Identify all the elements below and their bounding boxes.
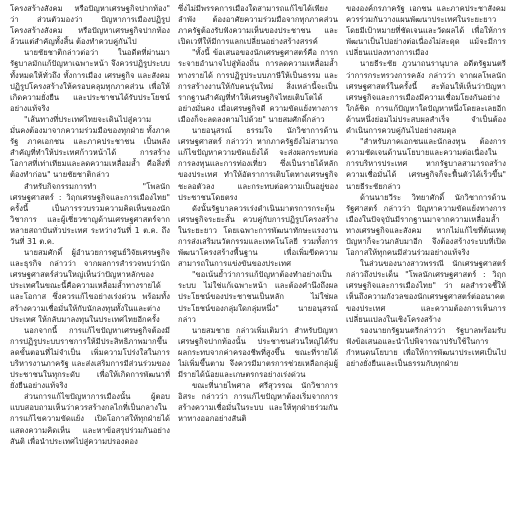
paragraph: ในส่วนของนางสาวพรรณี นักเศรษฐศาสตร์ กล่าวถึงประเด็น "โพลนักเศรษฐศาสตร์ : วิฤกเศรษฐกิจและการเมืองไทย" ว่า ผลสำรวจชี้ให้เห็นถึงความกังวลของนักเศรษฐศาสตร์ต่ออนาคตของประเทศ และความต้องการเห็นการเปลี่ยนแปลงในเชิงโครงสร้าง (346, 259, 506, 324)
paragraph: สำหรับกิจกรรมการทำ "โพลนักเศรษฐศาสตร์ : วิฤกเศรษฐกิจและการเมืองไทย" ครั้งนี้ เป็นการรวบรวมความคิดเห็นของนักวิชาการ และผู้เชี่ยวชาญด้านเศรษฐศาสตร์จากหลายสถาบันทั่วประเทศ ระหว่างวันที่ 1 ต.ค. ถึงวันที่ 31 ต.ค. (10, 181, 170, 246)
paragraph: "ขอเน้นย้ำว่าการแก้ปัญหาต้องทำอย่างเป็นระบบ ไม่ใช่แก้เฉพาะหน้า และต้องคำนึงถึงผลประโยชน์ของประชาชนเป็นหลัก ไม่ใช่ผลประโยชน์ของกลุ่มใดกลุ่มหนึ่ง" นายอนุสรณ์กล่าว (178, 270, 338, 324)
paragraph: ด้านนายวีระ วิทยาศักดิ์ นักวิชาการด้านรัฐศาสตร์ กล่าวว่า ปัญหาความขัดแย้งทางการเมืองในปัจจุบันมีรากฐานมาจากความเหลื่อมล้ำทางเศรษฐกิจและสังคม หากไม่แก้ไขที่ต้นเหตุ ปัญหาก็จะวนกลับมาอีก จึงต้องสร้างระบบที่เปิดโอกาสให้ทุกคนมีส่วนร่วมอย่างแท้จริง (346, 192, 506, 258)
text-column-2 (178, 3, 338, 512)
paragraph: ขององค์กรภาครัฐ เอกชน และภาคประชาสังคม ควรร่วมกันวางแผนพัฒนาประเทศในระยะยาว โดยมีเป้าหมายที่ชัดเจนและวัดผลได้ เพื่อให้การพัฒนาเป็นไปอย่างต่อเนื่องไม่สะดุด แม้จะมีการเปลี่ยนแปลงทางการเมือง (346, 4, 506, 58)
paragraph: "ทั้งนี้ ข้อเสนอของนักเศรษฐศาสตร์คือ การกระจายอำนาจไปสู่ท้องถิ่น การลดความเหลื่อมล้ำทางรายได้ การปฏิรูประบบภาษีให้เป็นธรรม และการสร้างงานให้กับคนรุ่นใหม่ สิ่งเหล่านี้จะเป็นรากฐานสำคัญที่ทำให้เศรษฐกิจไทยเติบโตได้อย่างมั่นคง เมื่อเศรษฐกิจดี ความขัดแย้งทางการเมืองก็จะลดลงตามไปด้วย" นายสมศักดิ์กล่าว (178, 48, 338, 124)
paragraph: โครงสร้างสังคม หรือปัญหาเศรษฐกิจปากท้อง" ว่า ส่วนตัวมองว่า ปัญหาการเมืองปฏิรูปโครงสร้างสังคม หรือปัญหาเศรษฐกิจปากท้อง ล้วนแต่สำคัญทั้งสิ้น ต้องทำควบคู่กันไป (10, 4, 170, 47)
text-column-3 (346, 3, 506, 512)
paragraph: นายสมศักดิ์ ผู้อำนวยการศูนย์วิจัยเศรษฐกิจและธุรกิจ กล่าวว่า จากผลการสำรวจพบว่านักเศรษฐศาสตร์ส่วนใหญ่เห็นว่าปัญหาหลักของประเทศในขณะนี้คือความเหลื่อมล้ำทางรายได้และโอกาส ซึ่งควรแก้ไขอย่างเร่งด่วน พร้อมทั้งสร้างความเชื่อมั่นให้กับนักลงทุนทั้งในและต่างประเทศ ให้กลับมาลงทุนในประเทศไทยอีกครั้ง (10, 248, 170, 324)
paragraph: ขณะที่นายไพศาล ศรีสุวรรณ นักวิชาการอิสระ กล่าวว่า การแก้ไขปัญหาต้องเริ่มจากการสร้างความเชื่อมั่นในระบบ และให้ทุกฝ่ายร่วมกันหาทางออกอย่างสันติ (178, 381, 338, 424)
paragraph: นอกจากนี้ การแก้ไขปัญหาเศรษฐกิจต้องมีการปฏิรูประบบราชการให้มีประสิทธิภาพมากขึ้น ลดขั้นตอนที่ไม่จำเป็น เพิ่มความโปร่งใสในการบริหารงานภาครัฐ และส่งเสริมการมีส่วนร่วมของประชาชนในทุกระดับ เพื่อให้เกิดการพัฒนาที่ยั่งยืนอย่างแท้จริง (10, 325, 170, 391)
paragraph: ส่วนการแก้ไขปัญหาการเมืองนั้น ผู้ตอบแบบสอบถามเห็นว่าควรสร้างกลไกที่เป็นกลางในการแก้ไขความขัดแย้ง เปิดโอกาสให้ทุกฝ่ายได้แสดงความคิดเห็น และหาข้อสรุปร่วมกันอย่างสันติ เพื่อนำประเทศไปสู่ความปรองดอง (10, 392, 170, 446)
paragraph: นายธีระชัย ภูวนาถนรานุบาล อดีตรัฐมนตรีว่าการกระทรวงการคลัง กล่าวว่า จากผลโพลนักเศรษฐศาสตร์ในครั้งนี้ สะท้อนให้เห็นว่าปัญหาเศรษฐกิจและการเมืองมีความเชื่อมโยงกันอย่างใกล้ชิด การแก้ปัญหาใดปัญหาหนึ่งโดยละเลยอีกด้านหนึ่งย่อมไม่ประสบผลสำเร็จ จำเป็นต้องดำเนินการควบคู่กันไปอย่างสมดุล (346, 59, 506, 136)
paragraph: "เส้นทางที่ประเทศไทยจะเดินไปสู่ความมั่นคงต้องมาจากความร่วมมือของทุกฝ่าย ทั้งภาครัฐ ภาคเอกชน และภาคประชาชน เป็นพลังสำคัญที่ทำให้ประเทศก้าวหน้าได้ การสร้างโอกาสที่เท่าเทียมและลดความเหลื่อมล้ำ คือสิ่งที่ต้องทำก่อน" นายชัยชาติกล่าว (10, 114, 170, 180)
paragraph: รองนายกรัฐมนตรีกล่าวว่า รัฐบาลพร้อมรับฟังข้อเสนอและนำไปพิจารณาปรับใช้ในการกำหนดนโยบาย เพื่อให้การพัฒนาประเทศเป็นไปอย่างยั่งยืนและเป็นธรรมกับทุกฝ่าย (346, 325, 506, 368)
paragraph: "สำหรับภาคเอกชนและนักลงทุน ต้องการความชัดเจนด้านนโยบายและความต่อเนื่องในการบริหารประเทศ หากรัฐบาลสามารถสร้างความเชื่อมั่นได้ เศรษฐกิจก็จะฟื้นตัวได้เร็วขึ้น" นายธีระชัยกล่าว (346, 137, 506, 191)
paragraph: นายสมชาย กล่าวเพิ่มเติมว่า สำหรับปัญหาเศรษฐกิจปากท้องนั้น ประชาชนส่วนใหญ่ได้รับผลกระทบจากค่าครองชีพที่สูงขึ้น ขณะที่รายได้ไม่เพิ่มขึ้นตาม จึงควรมีมาตรการช่วยเหลือกลุ่มผู้มีรายได้น้อยและเกษตรกรอย่างเร่งด่วน (178, 325, 338, 380)
paragraph: นายชัยชาติกล่าวต่อว่า ในอดีตที่ผ่านมารัฐบาลมักแก้ปัญหาเฉพาะหน้า จึงควรปฏิรูประบบทั้งหมดให้ทั่วถึง ทั้งการเมือง เศรษฐกิจ และสังคม ปฏิรูปโครงสร้างให้ครอบคลุมทุกภาคส่วน เพื่อให้เกิดความยั่งยืน และประชาชนได้รับประโยชน์อย่างแท้จริง (10, 48, 170, 113)
text-column-1 (10, 3, 170, 512)
paragraph: ดังนั้นรัฐบาลควรเร่งดำเนินมาตรการกระตุ้นเศรษฐกิจระยะสั้น ควบคู่กับการปฏิรูปโครงสร้างในระยะยาว โดยเฉพาะการพัฒนาทักษะแรงงาน การส่งเสริมนวัตกรรมและเทคโนโลยี รวมทั้งการพัฒนาโครงสร้างพื้นฐาน เพื่อเพิ่มขีดความสามารถในการแข่งขันของประเทศ (178, 203, 338, 269)
paragraph: ซึ่งไม่มีพรรคการเมืองใดสามารถแก้ไขได้เพียงลำพัง ต้องอาศัยความร่วมมือจากทุกภาคส่วน ภาครัฐต้องรับฟังความเห็นของประชาชน และเปิดเวทีให้มีการแลกเปลี่ยนอย่างสร้างสรรค์ (178, 4, 338, 47)
paragraph: นายอนุสรณ์ ธรรมใจ นักวิชาการด้านเศรษฐศาสตร์ กล่าวว่า หากภาครัฐยังไม่สามารถแก้ไขปัญหาความขัดแย้งได้ จะส่งผลกระทบต่อการลงทุนและการท่องเที่ยว ซึ่งเป็นรายได้หลักของประเทศ ทำให้อัตราการเติบโตทางเศรษฐกิจชะลอตัวลง และกระทบต่อความเป็นอยู่ของประชาชนโดยตรง (178, 126, 338, 202)
